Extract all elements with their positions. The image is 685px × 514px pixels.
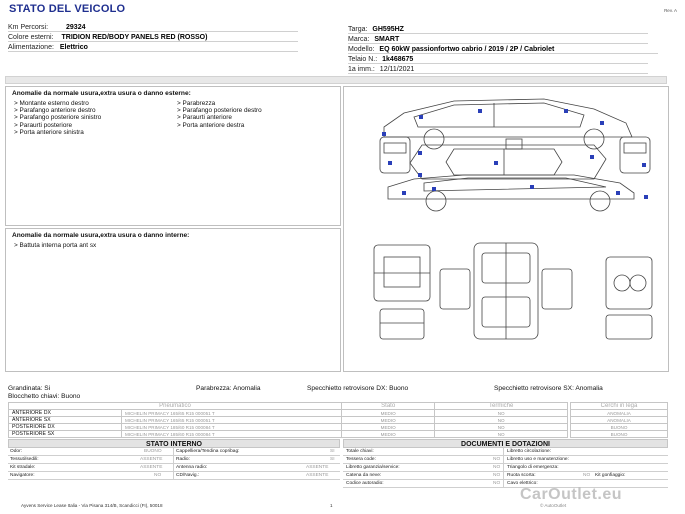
summary-parabrezza: Parabrezza: Anomalia — [196, 385, 261, 392]
car-top-view — [410, 145, 606, 179]
damage-marker — [590, 155, 594, 159]
cerchi-table — [570, 402, 668, 438]
info-modello-label: Modello: — [348, 46, 375, 53]
separator-band — [5, 76, 667, 84]
info-alimentazione-value: Elettrico — [59, 44, 88, 51]
exterior-damage-col-2 — [177, 100, 340, 136]
exterior-damage-item: > Parafango anteriore destro — [14, 107, 96, 115]
table-row — [9, 410, 568, 417]
info-immatricolazione — [348, 65, 648, 74]
interior-damage-title: Anomalie da normale usura,extra usura o danno interne: — [12, 232, 190, 239]
damage-marker — [388, 161, 392, 165]
car-front-view — [380, 137, 410, 173]
doc-label: Cavo elettrico: — [507, 481, 538, 486]
cerchi-header: Cerchi in lega — [571, 403, 668, 410]
info-modello-value: EQ 60kW passionfortwo cabrio / 2019 / 2P / Cabriolet — [379, 46, 555, 53]
info-targa — [348, 25, 648, 34]
table-row — [9, 417, 568, 424]
stato-value: ASSENTE — [306, 465, 329, 470]
info-imm-label: 1a imm.: — [348, 66, 375, 73]
info-colore-label: Colore esterni: — [8, 34, 54, 41]
info-alimentazione — [8, 43, 298, 52]
damage-marker — [402, 191, 406, 195]
doc-label: Totale chiavi: — [346, 449, 374, 454]
info-modello — [348, 45, 658, 54]
doc-label: Tessera code: — [346, 457, 376, 462]
summary-specchietto-dx: Specchietto retrovisore DX: Buono — [307, 385, 409, 392]
interior-damage-item: > Battuta interna porta ant sx — [14, 242, 97, 249]
table-row — [8, 472, 340, 480]
info-alimentazione-label: Alimentazione: — [8, 44, 54, 51]
stato-value: SI — [330, 449, 335, 454]
table-row — [8, 456, 340, 464]
table-row — [343, 456, 668, 464]
tyre-stato: MEDIO — [342, 417, 435, 424]
table-row — [8, 464, 340, 472]
damage-marker — [642, 163, 646, 167]
stato-label: Kit stradale: — [10, 465, 36, 470]
damage-marker — [530, 185, 534, 189]
exterior-damage-item: > Montante esterno destro — [14, 100, 89, 107]
info-targa-label: Targa: — [348, 26, 368, 33]
stato-value: ASSENTE — [306, 473, 329, 478]
damage-marker — [418, 173, 422, 177]
cerchi-value: BUONO — [571, 431, 668, 438]
doc-value: NO — [493, 465, 501, 470]
info-targa-value: GH595HZ — [372, 26, 404, 33]
table-row — [343, 464, 668, 472]
damage-marker — [432, 187, 436, 191]
info-colore-value: TRIDION RED/BODY PANELS RED (ROSSO) — [61, 34, 208, 41]
stato-label: Odor: — [10, 449, 22, 454]
interior-side-left — [440, 269, 470, 309]
damage-marker — [564, 109, 568, 113]
info-telaio-label: Telaio N.: — [348, 56, 378, 63]
interior-rear-view — [606, 257, 652, 309]
tyres-header-row — [9, 403, 568, 410]
stato-label: Navigatore: — [10, 473, 35, 478]
table-row — [343, 472, 668, 480]
revision-label: Rev. A — [664, 8, 677, 13]
tyre-termiche: NO — [435, 424, 568, 431]
cerchi-value: ANOMALIA — [571, 417, 668, 424]
tyres-header-pneumatico: Pneumatico — [9, 403, 342, 410]
interior-seat-view — [606, 315, 652, 339]
footer-right: © AutoOutlet — [540, 503, 567, 508]
damage-marker — [418, 151, 422, 155]
doc-label: Libretto uso e manutenzione: — [507, 457, 569, 462]
info-marca-label: Marca: — [348, 36, 370, 43]
car-diagram — [344, 87, 668, 371]
tyre-termiche: NO — [435, 431, 568, 438]
damage-markers — [382, 109, 648, 199]
doc-value: NO — [583, 473, 591, 478]
info-marca — [348, 35, 648, 44]
stato-label: Cappelliera/Tendina copribag: — [176, 449, 240, 454]
stato-label: CD/Navig.: — [176, 473, 200, 478]
interior-side-right — [542, 269, 572, 309]
doc-value: NO — [493, 473, 501, 478]
footer-page-number: 1 — [330, 503, 333, 508]
tyre-description: MICHELIN PRIMACY 185/60 R15 000084 T — [122, 431, 342, 438]
exterior-damage-item: > Porta anteriore destra — [177, 121, 245, 129]
damage-marker — [616, 191, 620, 195]
table-row — [9, 424, 568, 431]
damage-marker — [644, 195, 648, 199]
tyre-description: MICHELIN PRIMACY 165/65 R15 000051 T — [122, 410, 342, 417]
info-telaio — [348, 55, 648, 64]
table-row — [343, 448, 668, 456]
tyre-stato: MEDIO — [342, 410, 435, 417]
doc-label: Catena da neve: — [346, 473, 382, 478]
exterior-damage-item: > Porta anteriore sinistra — [14, 128, 84, 136]
exterior-damage-title: Anomalie da normale usura,extra usura o danno esterne: — [12, 90, 191, 97]
exterior-damage-panel — [5, 86, 341, 226]
page-title: STATO DEL VEICOLO — [9, 3, 126, 15]
stato-value: NO — [154, 473, 162, 478]
tyre-position: POSTERIORE SX — [9, 431, 122, 438]
damage-marker — [478, 109, 482, 113]
interior-damage-panel — [5, 228, 341, 372]
exterior-damage-item: > Parabrezza — [177, 100, 216, 107]
table-row — [8, 448, 340, 456]
tyres-header-termiche: Termiche — [435, 403, 568, 410]
summary-blocchetto: Blocchetto chiavi: Buono — [8, 393, 81, 400]
stato-value: ASSENTE — [140, 465, 163, 470]
doc-label: Libretto garanzia/service: — [346, 465, 400, 470]
cerchi-value: BUONO — [571, 424, 668, 431]
exterior-damage-item: > Paraurti anteriore — [177, 114, 232, 122]
stato-interno-header: STATO INTERNO — [8, 439, 340, 448]
info-km-label: Km Percorsi: — [8, 24, 49, 31]
table-row — [9, 431, 568, 438]
tyres-table — [8, 402, 568, 438]
tyre-stato: MEDIO — [342, 424, 435, 431]
tyre-stato: MEDIO — [342, 431, 435, 438]
summary-grandinata: Grandinata: Si — [8, 385, 51, 392]
doc-label: Kit gonfiaggio: — [595, 473, 626, 478]
stato-value: ASSENTE — [140, 457, 163, 462]
stato-label: Antenna radio: — [176, 465, 208, 470]
footer-company: Ayvens Service Lease Italia - Via Pisana 314/B, Scandicci (FI), 50018 — [21, 503, 163, 508]
damage-marker — [494, 161, 498, 165]
info-marca-value: SMART — [374, 36, 400, 43]
cerchi-value: ANOMALIA — [571, 410, 668, 417]
info-telaio-value: 1k468675 — [382, 56, 414, 63]
car-rear-view — [620, 137, 650, 173]
tyre-description: MICHELIN PRIMACY 165/65 R15 000051 T — [122, 417, 342, 424]
tyres-header-stato: Stato — [342, 403, 435, 410]
summary-specchietto-sx: Specchietto retrovisore SX: Anomalia — [494, 385, 603, 392]
doc-label: Triangolo di emergenza: — [507, 465, 559, 470]
tyre-position: ANTERIORE DX — [9, 410, 122, 417]
doc-label: Ruota scorta: — [507, 473, 536, 478]
damage-marker — [419, 115, 423, 119]
damage-marker — [600, 121, 604, 125]
tyre-termiche: NO — [435, 410, 568, 417]
tyre-description: MICHELIN PRIMACY 185/60 R15 000084 T — [122, 424, 342, 431]
documenti-header: DOCUMENTI E DOTAZIONI — [343, 439, 668, 448]
damage-marker — [382, 132, 386, 136]
car-diagram-panel — [343, 86, 669, 372]
tyre-position: ANTERIORE SX — [9, 417, 122, 424]
watermark: CarOutlet.eu — [520, 486, 623, 503]
exterior-damage-item: > Paraurti posteriore — [14, 121, 73, 129]
stato-value: SI — [330, 457, 335, 462]
stato-label: Radio: — [176, 457, 190, 462]
info-km — [8, 23, 298, 32]
exterior-damage-list — [6, 100, 340, 136]
stato-label: Tessuti/sedili: — [10, 457, 39, 462]
interior-door-panel — [380, 309, 424, 339]
doc-label: Codice autoradio: — [346, 481, 384, 486]
interior-damage-list — [6, 242, 340, 249]
info-km-value: 29324 — [66, 24, 86, 31]
info-colore — [8, 33, 298, 42]
tyre-termiche: NO — [435, 417, 568, 424]
doc-value: NO — [493, 457, 501, 462]
exterior-damage-item: > Parafango posteriore destro — [177, 107, 262, 115]
stato-value: BUONO — [144, 449, 162, 454]
tyre-position: POSTERIORE DX — [9, 424, 122, 431]
doc-value: NO — [493, 481, 501, 486]
info-imm-value: 12/11/2021 — [379, 66, 415, 73]
exterior-damage-col-1 — [14, 100, 177, 136]
exterior-damage-item: > Parafango posteriore sinistro — [14, 114, 102, 122]
doc-label: Libretto circolazione: — [507, 449, 551, 454]
